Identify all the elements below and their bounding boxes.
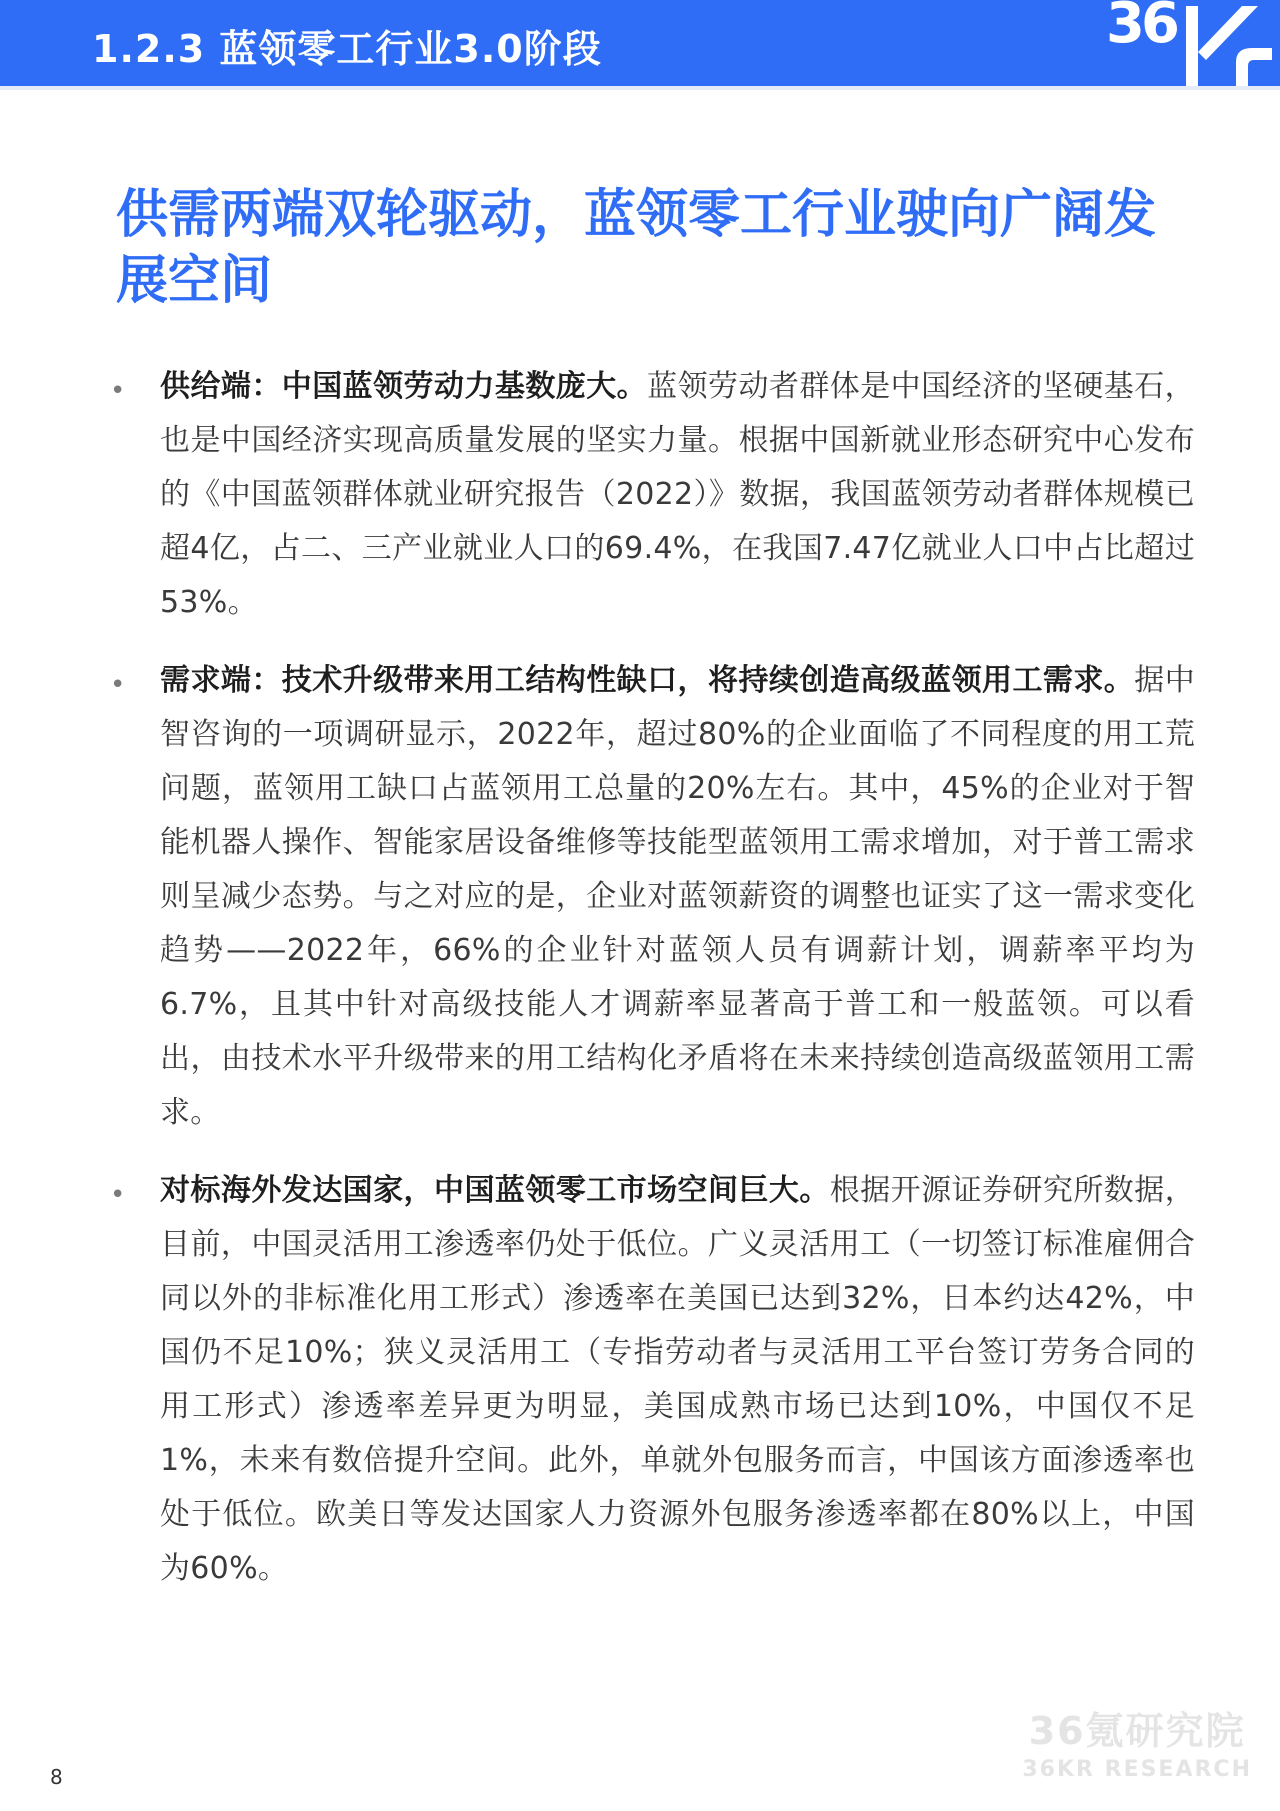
paragraph — [160, 360, 1195, 630]
watermark-en: 36KR RESEARCH — [1022, 1757, 1252, 1782]
section-title: 1.2.3 蓝领零工行业3.0阶段 — [92, 27, 602, 71]
list-item — [110, 360, 1195, 630]
bullet-icon: • — [110, 376, 126, 406]
svg-text:36: 36 — [1106, 0, 1176, 56]
list-item — [110, 1164, 1195, 1596]
paragraph — [160, 1164, 1195, 1596]
paragraph-lead: 供给端：中国蓝领劳动力基数庞大。 — [160, 369, 648, 404]
paragraph-lead: 需求端：技术升级带来用工结构性缺口，将持续创造高级蓝领用工需求。 — [160, 663, 1135, 698]
paragraph-lead: 对标海外发达国家，中国蓝领零工市场空间巨大。 — [160, 1173, 830, 1208]
paragraph-body: 根据开源证券研究所数据，目前，中国灵活用工渗透率仍处于低位。广义灵活用工（一切签订标准雇佣合同以外的非标准化用工形式）渗透率在美国已达到32%，日本约达42%，中国仍不足10%；狭义灵活用工（专指劳动者与灵活用工平台签订劳务合同的用工形式）渗透率差异更为明显，美国成熟市场已达到10%，中国仅不足1%，未来有数倍提升空间。此外，单就外包服务而言，中国该方面渗透率也处于低位。欧美日等发达国家人力资源外包服务渗透率都在80%以上，中国为60%。 — [160, 1173, 1195, 1586]
page-headline: 供需两端双轮驱动，蓝领零工行业驶向广阔发展空间 — [116, 185, 1157, 311]
brand-logo-mark — [1102, 0, 1272, 92]
list-item — [110, 654, 1195, 1140]
paragraph — [160, 654, 1195, 1140]
bullet-icon: • — [110, 1180, 126, 1210]
brand-logo — [1102, 0, 1272, 92]
header-bar — [0, 0, 1280, 86]
page-number: 8 — [50, 1765, 63, 1789]
paragraph-body: 蓝领劳动者群体是中国经济的坚硬基石，也是中国经济实现高质量发展的坚实力量。根据中国新就业形态研究中心发布的《中国蓝领群体就业研究报告（2022）》数据，我国蓝领劳动者群体规模已超4亿，占二、三产业就业人口的69.4%，在我国7.47亿就业人口中占比超过53%。 — [160, 369, 1195, 620]
watermark — [1022, 1700, 1252, 1782]
paragraph-body: 据中智咨询的一项调研显示，2022年，超过80%的企业面临了不同程度的用工荒问题，蓝领用工缺口占蓝领用工总量的20%左右。其中，45%的企业对于智能机器人操作、智能家居设备维修等技能型蓝领用工需求增加，对于普工需求则呈减少态势。与之对应的是，企业对蓝领薪资的调整也证实了这一需求变化趋势——2022年，66%的企业针对蓝领人员有调薪计划，调薪率平均为6.7%，且其中针对高级技能人才调薪率显著高于普工和一般蓝领。可以看出，由技术水平升级带来的用工结构化矛盾将在未来持续创造高级蓝领用工需求。 — [160, 663, 1195, 1130]
content-list — [110, 360, 1195, 1620]
watermark-cn: 36氪研究院 — [1028, 1709, 1246, 1753]
header-divider — [0, 86, 1280, 90]
bullet-icon: • — [110, 670, 126, 700]
